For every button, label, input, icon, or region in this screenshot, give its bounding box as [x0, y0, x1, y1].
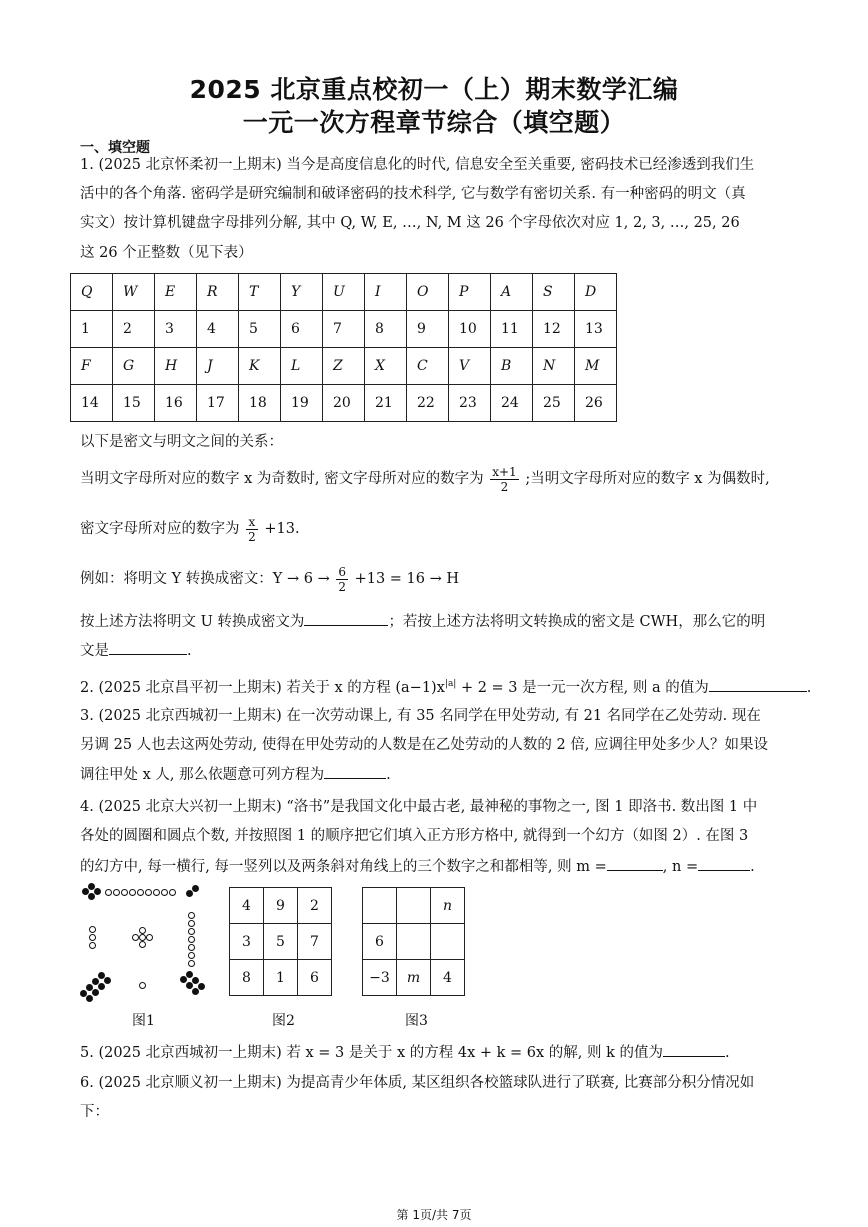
fraction-denominator: 2 — [248, 529, 256, 544]
ring — [145, 889, 152, 896]
grid-cell: 3 — [230, 924, 264, 960]
grid-cell: −3 — [363, 960, 397, 996]
table-cell: 26 — [575, 385, 617, 422]
q1-ask-end: . — [187, 643, 192, 659]
grid-cell: 1 — [264, 960, 298, 996]
cipher-table — [70, 273, 617, 422]
table-cell: 11 — [491, 311, 533, 348]
ring — [129, 889, 136, 896]
q4-text: 的幻方中, 每一横行, 每一竖列以及两条斜对角线上的三个数字之和都相等, 则 m = — [80, 859, 607, 875]
grid-cell: 9 — [264, 888, 298, 924]
ring — [188, 920, 195, 927]
table-cell: L — [281, 348, 323, 385]
q3-line3 — [80, 764, 391, 785]
grid-cell — [431, 924, 465, 960]
q4-end: . — [750, 859, 755, 875]
q5-line — [80, 1042, 730, 1063]
page-footer: 第 1页/共 7页 — [396, 1208, 472, 1222]
table-cell: 7 — [323, 311, 365, 348]
q1-even-label: 密文字母所对应的数字为 — [80, 521, 240, 537]
fraction-numerator: x — [246, 515, 258, 530]
answer-blank[interactable] — [709, 677, 807, 692]
q2-line — [80, 674, 811, 698]
grid-cell: n — [431, 888, 465, 924]
ring — [188, 944, 195, 951]
table-cell: 20 — [323, 385, 365, 422]
q1-example-text: 例如：将明文 Y 转换成密文：Y → 6 → — [80, 571, 330, 587]
dot — [94, 888, 101, 895]
table-cell: C — [407, 348, 449, 385]
table-cell: 3 — [155, 311, 197, 348]
ring — [121, 889, 128, 896]
table-cell: 14 — [71, 385, 113, 422]
fraction — [490, 465, 518, 494]
q5-text: 5. (2025 北京西城初一上期末) 若 x = 3 是关于 x 的方程 4x + k = 6x 的解, 则 k 的值为 — [80, 1045, 664, 1061]
table-cell: 12 — [533, 311, 575, 348]
q1-odd-text: 当明文字母所对应的数字 x 为奇数时, 密文字母所对应的数字为 — [80, 471, 484, 487]
table-cell: Q — [71, 274, 113, 311]
q1-even-rule — [80, 512, 300, 546]
dot — [92, 989, 99, 996]
q5-end: . — [725, 1045, 730, 1061]
q6-line2: 下： — [80, 1104, 109, 1120]
grid-cell: 6 — [298, 960, 332, 996]
table-cell: N — [533, 348, 575, 385]
table-cell: 22 — [407, 385, 449, 422]
table-cell: I — [365, 274, 407, 311]
table-row — [363, 960, 465, 996]
table-row — [230, 924, 332, 960]
table-cell: U — [323, 274, 365, 311]
table-cell: 6 — [281, 311, 323, 348]
table-cell: 23 — [449, 385, 491, 422]
dot — [186, 971, 193, 978]
ring — [89, 942, 96, 949]
q1-relation-intro: 以下是密文与明文之间的关系： — [80, 434, 283, 450]
table-cell: G — [113, 348, 155, 385]
table-cell: K — [239, 348, 281, 385]
ring — [146, 934, 153, 941]
dot — [192, 977, 199, 984]
fraction-numerator: x+1 — [492, 464, 517, 479]
fraction — [246, 515, 258, 544]
table-cell: 9 — [407, 311, 449, 348]
grid-cell — [397, 888, 431, 924]
table-cell: 16 — [155, 385, 197, 422]
q1-ask-text-c: 文是 — [80, 643, 109, 659]
ring — [139, 941, 146, 948]
table-cell: V — [449, 348, 491, 385]
answer-blank[interactable] — [324, 764, 386, 779]
table-cell: 2 — [113, 311, 155, 348]
dot — [192, 988, 199, 995]
q4-line2: 各处的圆圈和圆点个数, 并按照图 1 的顺序把它们填入正方形方格中, 就得到一个幻方（如图 2）. 在图 3 — [80, 828, 749, 844]
ring — [169, 889, 176, 896]
q1-odd-rule — [80, 462, 770, 496]
ring — [139, 934, 146, 941]
table-cell: 13 — [575, 311, 617, 348]
table-cell: 18 — [239, 385, 281, 422]
dot — [86, 995, 93, 1002]
table-cell: A — [491, 274, 533, 311]
table-cell: 1 — [71, 311, 113, 348]
page-title-line1: 2025 北京重点校初一（上）期末数学汇编 — [189, 75, 679, 104]
grid-cell: 6 — [363, 924, 397, 960]
table-cell: O — [407, 274, 449, 311]
page-title-line2: 一元一次方程章节综合（填空题） — [242, 108, 626, 137]
grid-cell: 5 — [264, 924, 298, 960]
q2-end: . — [806, 679, 812, 696]
fraction-denominator: 2 — [338, 579, 346, 594]
dot — [104, 977, 111, 984]
q1-line1: 1. (2025 北京怀柔初一上期末) 当今是高度信息化的时代, 信息安全至关重要, 密码技术已经渗透到我们生 — [80, 157, 755, 173]
q4-text-n: , n = — [662, 859, 699, 875]
ring — [161, 889, 168, 896]
fraction-denominator: 2 — [500, 479, 509, 494]
table-cell: Z — [323, 348, 365, 385]
grid-cell: 7 — [298, 924, 332, 960]
ring — [188, 936, 195, 943]
ring — [188, 928, 195, 935]
table-row — [230, 888, 332, 924]
table-cell: S — [533, 274, 575, 311]
q1-example-tail: +13 = 16 → H — [354, 571, 460, 587]
q1-even-tail: +13. — [264, 521, 300, 537]
magic-square-figure3 — [362, 887, 465, 996]
table-cell: J — [197, 348, 239, 385]
grid-cell: 4 — [431, 960, 465, 996]
table-row — [71, 311, 617, 348]
table-cell: W — [113, 274, 155, 311]
table-cell: 17 — [197, 385, 239, 422]
answer-blank[interactable] — [304, 611, 388, 626]
table-cell: H — [155, 348, 197, 385]
luoshu-figure — [78, 886, 208, 1001]
answer-blank-n[interactable] — [698, 856, 750, 871]
ring — [89, 926, 96, 933]
answer-blank-m[interactable] — [607, 856, 663, 871]
grid-cell: 4 — [230, 888, 264, 924]
q3-text: 调往甲处 x 人, 那么依题意可列方程为 — [80, 767, 325, 783]
table-cell: 5 — [239, 311, 281, 348]
q4-line3 — [80, 856, 755, 877]
table-row — [71, 348, 617, 385]
table-cell: Y — [281, 274, 323, 311]
figure2-caption: 图2 — [272, 1013, 295, 1029]
table-cell: 15 — [113, 385, 155, 422]
table-row — [71, 385, 617, 422]
table-cell: M — [575, 348, 617, 385]
q3-line2: 另调 25 人也去这两处劳动, 使得在甲处劳动的人数是在乙处劳动的人数的 2 倍, 应调往甲处多少人？如果设 — [80, 737, 769, 753]
ring — [188, 960, 195, 967]
table-cell: X — [365, 348, 407, 385]
table-cell: F — [71, 348, 113, 385]
grid-cell: 2 — [298, 888, 332, 924]
q4-line1: 4. (2025 北京大兴初一上期末) “洛书”是我国文化中最古老, 最神秘的事物之一, 图 1 即洛书. 数出图 1 中 — [80, 799, 758, 815]
q1-even-text: ;当明文字母所对应的数字 x 为偶数时, — [525, 471, 770, 487]
answer-blank[interactable] — [663, 1042, 725, 1057]
grid-cell: 8 — [230, 960, 264, 996]
table-cell: 21 — [365, 385, 407, 422]
q2-text-b: + 2 = 3 是一元一次方程, 则 a 的值为 — [456, 679, 709, 696]
table-cell: B — [491, 348, 533, 385]
table-cell: R — [197, 274, 239, 311]
table-row — [230, 960, 332, 996]
table-cell: 25 — [533, 385, 575, 422]
dot — [180, 976, 187, 983]
q1-ask-text: 按上述方法将明文 U 转换成密文为 — [80, 614, 305, 630]
table-row — [363, 888, 465, 924]
figure1-caption: 图1 — [132, 1013, 155, 1029]
q3-end: . — [386, 767, 391, 783]
ring — [132, 934, 139, 941]
q1-example — [80, 562, 459, 596]
table-cell: 10 — [449, 311, 491, 348]
dot — [88, 893, 95, 900]
table-cell: T — [239, 274, 281, 311]
grid-cell — [397, 924, 431, 960]
ring — [105, 889, 112, 896]
magic-square-figure2 — [229, 887, 332, 996]
q6-line1: 6. (2025 北京顺义初一上期末) 为提高青少年体质, 某区组织各校篮球队进行了联赛, 比赛部分积分情况如 — [80, 1075, 755, 1091]
table-cell: 8 — [365, 311, 407, 348]
dot — [98, 983, 105, 990]
q1-line3: 实文）按计算机键盘字母排列分解, 其中 Q, W, E, …, N, M 这 26 个字母依次对应 1, 2, 3, …, 25, 26 — [80, 215, 740, 231]
table-cell: E — [155, 274, 197, 311]
table-cell: P — [449, 274, 491, 311]
table-row — [363, 924, 465, 960]
section-heading: 一、填空题 — [80, 140, 150, 156]
dot — [186, 890, 193, 897]
ring — [137, 889, 144, 896]
grid-cell — [363, 888, 397, 924]
q2-exponent: |a| — [444, 679, 457, 689]
q1-ask-text-b: ；若按上述方法将明文转换成的密文是 CWH，那么它的明 — [388, 614, 766, 630]
ring — [139, 927, 146, 934]
q1-ask-2 — [80, 640, 192, 661]
answer-blank[interactable] — [109, 640, 187, 655]
figure3-caption: 图3 — [405, 1013, 428, 1029]
ring — [113, 889, 120, 896]
dot — [198, 983, 205, 990]
table-cell: D — [575, 274, 617, 311]
fraction-numerator: 6 — [338, 564, 346, 579]
q1-line2: 活中的各个角落. 密码学是研究编制和破译密码的技术科学, 它与数学有密切关系. 有一种密码的明文（真 — [80, 186, 746, 202]
q1-line4: 这 26 个正整数（见下表） — [80, 245, 253, 261]
ring — [188, 952, 195, 959]
table-row — [71, 274, 617, 311]
ring — [153, 889, 160, 896]
ring — [139, 982, 146, 989]
q2-text: 2. (2025 北京昌平初一上期末) 若关于 x 的方程 (a−1)x — [80, 679, 445, 696]
ring — [188, 912, 195, 919]
table-cell: 24 — [491, 385, 533, 422]
q3-line1: 3. (2025 北京西城初一上期末) 在一次劳动课上, 有 35 名同学在甲处劳动, 有 21 名同学在乙处劳动. 现在 — [80, 708, 761, 724]
q1-ask — [80, 611, 765, 632]
ring — [89, 934, 96, 941]
table-cell: 19 — [281, 385, 323, 422]
grid-cell: m — [397, 960, 431, 996]
fraction — [336, 565, 348, 594]
dot — [192, 885, 199, 892]
table-cell: 4 — [197, 311, 239, 348]
dot — [186, 982, 193, 989]
